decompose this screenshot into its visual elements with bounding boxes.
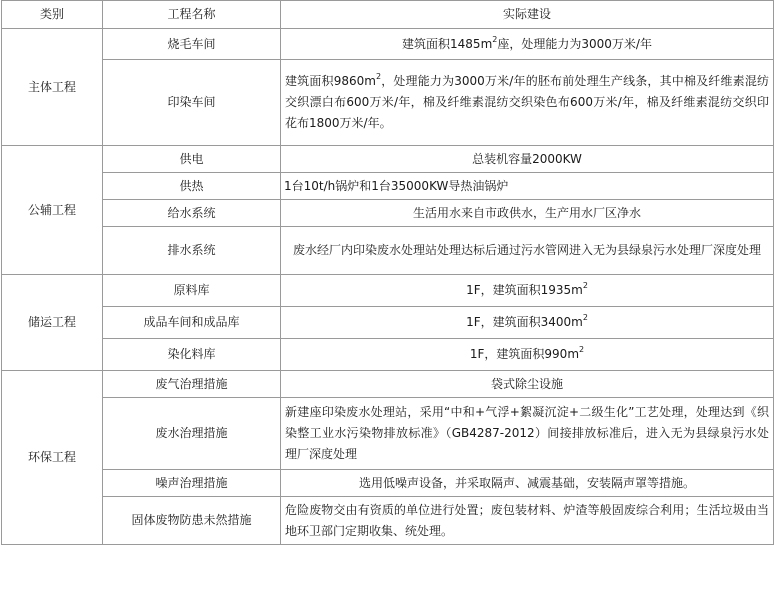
table-row <box>2 307 774 339</box>
project-detail: 新建座印染废水处理站，采用“中和+气浮+絮凝沉淀+二级生化”工艺处理，处理达到《织染整工业水污染物排放标准》（GB4287-2012）间接排放标准后，进入无为县绿泉污水处理厂深度处理 <box>281 398 774 470</box>
project-name: 印染车间 <box>103 60 281 146</box>
detail-text: 1F，建筑面积1935m <box>466 283 583 297</box>
project-detail: 废水经厂内印染废水处理站处理达标后通过污水管网进入无为县绿泉污水处理厂深度处理 <box>281 227 774 275</box>
project-name: 成品车间和成品库 <box>103 307 281 339</box>
table-row <box>2 146 774 173</box>
project-name: 染化料库 <box>103 339 281 371</box>
project-name: 原料库 <box>103 275 281 307</box>
superscript: 2 <box>582 313 588 322</box>
project-name: 固体废物防患未然措施 <box>103 497 281 545</box>
project-detail <box>281 29 774 60</box>
superscript: 2 <box>492 34 498 44</box>
category-storage: 储运工程 <box>2 275 103 371</box>
project-name: 排水系统 <box>103 227 281 275</box>
project-name: 噪声治理措施 <box>103 470 281 497</box>
table-row <box>2 227 774 275</box>
project-detail: 选用低噪声设备，并采取隔声、减震基础，安装隔声罩等措施。 <box>281 470 774 497</box>
project-detail <box>281 307 774 339</box>
header-detail: 实际建设 <box>281 1 774 29</box>
project-detail: 总装机容量2000KW <box>281 146 774 173</box>
table-row <box>2 173 774 200</box>
project-detail <box>281 275 774 307</box>
category-utility: 公辅工程 <box>2 146 103 275</box>
project-name: 烧毛车间 <box>103 29 281 60</box>
project-detail <box>281 339 774 371</box>
project-name: 供热 <box>103 173 281 200</box>
detail-text: 建筑面积9860m <box>285 74 376 88</box>
project-detail: 袋式除尘设施 <box>281 371 774 398</box>
project-detail: 生活用水来自市政供水，生产用水厂区净水 <box>281 200 774 227</box>
detail-text: 1F，建筑面积990m <box>469 347 580 361</box>
project-name: 供电 <box>103 146 281 173</box>
detail-text: 座，处理能力为3000万米/年 <box>497 36 652 51</box>
project-table <box>1 0 774 545</box>
table-row <box>2 497 774 545</box>
project-detail <box>281 60 774 146</box>
detail-text: 建筑面积1485m <box>402 36 493 51</box>
header-name: 工程名称 <box>103 1 281 29</box>
header-category: 类别 <box>2 1 103 29</box>
detail-text: 1F，建筑面积3400m <box>466 315 583 329</box>
superscript: 2 <box>375 72 382 81</box>
table-row <box>2 60 774 146</box>
table-row <box>2 398 774 470</box>
table-row <box>2 29 774 60</box>
category-env: 环保工程 <box>2 371 103 545</box>
table-row <box>2 339 774 371</box>
project-detail: 1台10t/h锅炉和1台35000KW导热油锅炉 <box>281 173 774 200</box>
project-name: 废气治理措施 <box>103 371 281 398</box>
table-row <box>2 275 774 307</box>
table-row <box>2 470 774 497</box>
superscript: 2 <box>582 281 588 290</box>
table-row <box>2 200 774 227</box>
superscript: 2 <box>579 345 585 354</box>
project-name: 给水系统 <box>103 200 281 227</box>
project-name: 废水治理措施 <box>103 398 281 470</box>
category-main: 主体工程 <box>2 29 103 146</box>
header-row <box>2 1 774 29</box>
project-detail: 危险废物交由有资质的单位进行处置；废包装材料、炉渣等般固废综合利用；生活垃圾由当地环卫部门定期收集、统处理。 <box>281 497 774 545</box>
detail-text: ，处理能力为3000万米/年的胚布前处理生产线条，其中棉及纤维素混纺交织漂白布600万米/年，棉及纤维素混纺交织染色布600万米/年，棉及纤维素混纺交织印花布1800万米/年。 <box>285 74 769 130</box>
table-row <box>2 371 774 398</box>
